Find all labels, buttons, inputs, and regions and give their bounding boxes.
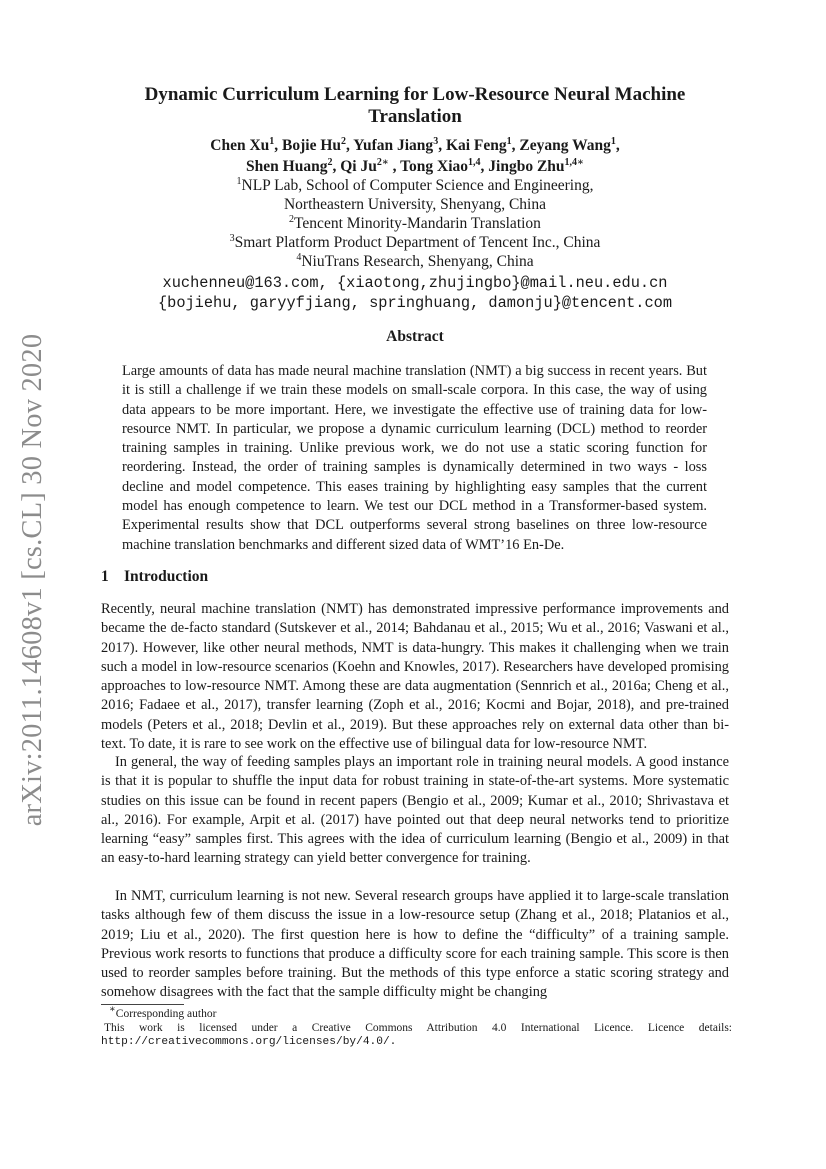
body-paragraph: Recently, neural machine translation (NMT) has demonstrated impressive performance improvements and became the de-facto standard (Sutskever et al., 2014; Bahdanau et al., 2015; Wu et al., 2016; Vaswani et al., 2017). However, like other neural methods, NMT is data-hungry. This makes it challenging when we train such a model in low-resource scenarios (Koehn and Knowles, 2017). Researchers have developed promising approaches to low-resource NMT. Among these are data augmentation (Sennrich et al., 2016a; Cheng et al., 2016; Fadaee et al., 2017), transfer learning (Zoph et al., 2016; Kocmi and Bojar, 2018), and pre-trained models (Peters et al., 2018; Devlin et al., 2019). But these approaches rely on external data other than bi-text. To date, it is rare to see work on the effective use of bilingual data for low-resource NMT. bbox=[101, 601, 729, 753]
body-paragraph: In NMT, curriculum learning is not new. Several research groups have applied it to large-scale translation tasks although few of them discuss the issue in a low-resource setup (Zhang et al., 2018; Platanios et al., 2019; Liu et al., 2020). The first question here is how to define the “difficulty” of a training sample. Previous work resorts to functions that produce a difficulty score for each training sample. This score is then used to reorder samples before training. But the methods of this type enforce a static scoring strategy and somehow disagrees with the fact that the sample difficulty might be changing bbox=[101, 888, 729, 1001]
email-line: {bojiehu, garyyfjiang, springhuang, damonju}@tencent.com bbox=[157, 294, 673, 312]
author-list bbox=[100, 135, 730, 177]
section-title: Introduction bbox=[124, 568, 209, 585]
footnote-license-link[interactable]: http://creativecommons.org/licenses/by/4.0/. bbox=[101, 1036, 397, 1048]
author: Tong Xiao$^{1,4}$, bbox=[400, 156, 489, 175]
email-list bbox=[100, 273, 730, 313]
author: Shen Huang$^2$, bbox=[246, 156, 341, 175]
affiliation-line: $^4$NiuTrans Research, Shenyang, China bbox=[296, 251, 534, 270]
email-line: xuchenneu@163.com, {xiaotong,zhujingbo}@mail.neu.edu.cn bbox=[162, 274, 668, 292]
author: Zeyang Wang$^1$, bbox=[519, 135, 620, 154]
abstract-text: Large amounts of data has made neural machine translation (NMT) a big success in recent years. But it is still a challenge if we train these models on small-scale corpora. In this case, the way of using data appears to be more important. Here, we investigate the effective use of training data for low-resource NMT. In particular, we propose a dynamic curriculum learning (DCL) method to reorder training samples in training. Unlike previous work, we do not use a static scoring function for reordering. Instead, the order of training samples is dynamically determined in two ways - loss decline and model competence. This eases training by highlighting easy samples that the current model has enough competence to learn. We test our DCL method in a Transformer-based system. Experimental results show that DCL outperforms several strong baselines on three low-resource machine translation benchmarks and different sized data of WMT’16 En-De. bbox=[122, 363, 707, 553]
author: Kai Feng$^1$, bbox=[445, 135, 520, 154]
affiliation-line: $^3$Smart Platform Product Department of Tencent Inc., China bbox=[229, 232, 601, 251]
affiliation-line: $^1$NLP Lab, School of Computer Science and Engineering, bbox=[236, 175, 594, 194]
section-number: 1 bbox=[101, 568, 109, 585]
section-heading bbox=[101, 568, 208, 586]
author: Qi $Ju^{2∗}$ , bbox=[340, 156, 401, 175]
footnote-license: This work is licensed under a Creative Commons Attribution 4.0 International Licence. Licence details: bbox=[104, 1022, 732, 1034]
footnote-corresponding: ∗Corresponding author bbox=[109, 1004, 217, 1020]
author: Chen Xu$^1$, bbox=[210, 135, 283, 154]
abstract-heading: Abstract bbox=[386, 328, 444, 345]
affiliation-line: Northeastern University, Shenyang, China bbox=[283, 196, 546, 213]
author: Yufan Jiang$^3$, bbox=[353, 135, 446, 154]
author: Bojie Hu$^2$, bbox=[282, 135, 354, 154]
arxiv-stamp-text: arXiv:2011.14608v1 [cs.CL] 30 Nov 2020 bbox=[17, 333, 48, 827]
affiliation-line: $^2$Tencent Minority-Mandarin Translation bbox=[289, 213, 541, 232]
author: Jingbo Zhu$^{1,4∗}$ bbox=[488, 156, 584, 175]
affiliations bbox=[100, 176, 730, 271]
arxiv-stamp bbox=[18, 0, 48, 1169]
body-paragraph: In general, the way of feeding samples plays an important role in training neural models. A good instance is that it is popular to shuffle the input data for robust training in state-of-the-art systems. More systematic studies on this issue can be found in recent papers (Bengio et al., 2009; Kumar et al., 2010; Shrivastava et al., 2016). For example, Arpit et al. (2017) have pointed out that deep neural networks tend to prioritize learning “easy” samples first. This agrees with the idea of curriculum learning (Bengio et al., 2009) in that an easy-to-hard learning strategy can yield better convergence for training. bbox=[101, 754, 729, 867]
paper-title: Dynamic Curriculum Learning for Low-Resource Neural Machine Translation bbox=[144, 84, 686, 127]
